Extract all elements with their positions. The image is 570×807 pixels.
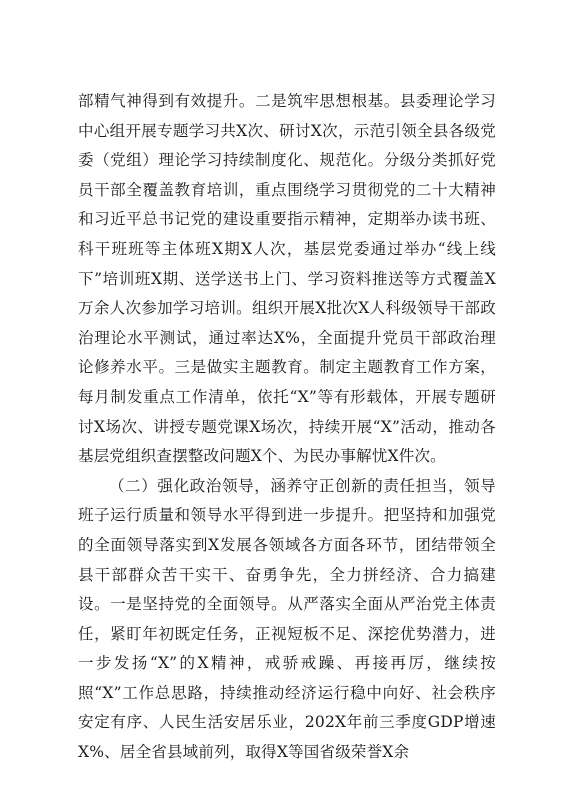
- body-paragraph-continued: 部精气神得到有效提升。二是筑牢思想根基。县委理论学习中心组开展专题学习共X次、研讨X次，示范引领全县各级党委（党组）理论学习持续制度化、规范化。分级分类抓好党员干部全覆盖教育培训，重点围绕学习贯彻党的二十大精神和习近平总书记党的建设重要指示精神，定期举办读书班、科干班班等主体班X期X人次，基层党委通过举办“线上线下”培训班X期、送学送书上门、学习资料推送等方式覆盖X万余人次参加学习培训。组织开展X批次X人科级领导干部政治理论水平测试，通过率达X%，全面提升党员干部政治理论修养水平。三是做实主题教育。制定主题教育工作方案，每月制发重点工作清单，依托“X”等有形载体，开展专题研讨X场次、讲授专题党课X场次，持续开展“X”活动，推动各基层党组织查摆整改问题X个、为民办事解忧X件次。: [78, 92, 496, 466]
- document-body: [78, 87, 496, 768]
- body-paragraph-section-two: （二）强化政治领导，涵养守正创新的责任担当，领导班子运行质量和领导水平得到进一步提升。把坚持和加强党的全面领导落实到X发展各领域各方面各环节，团结带领全县干部群众苦干实干、奋勇争先，全力拼经济、合力搞建设。一是坚持党的全面领导。从严落实全面从严治党主体责任，紧盯年初既定任务，正视短板不足、深挖优势潜力，进一步发扬“X”的X精神，戒骄戒躁、再接再厉，继续按照“X”工作总思路，持续推动经济运行稳中向好、社会秩序安定有序、人民生活安居乐业，202X年前三季度GDP增速X%、居全省县域前列，取得X等国省级荣誉X余: [78, 476, 496, 762]
